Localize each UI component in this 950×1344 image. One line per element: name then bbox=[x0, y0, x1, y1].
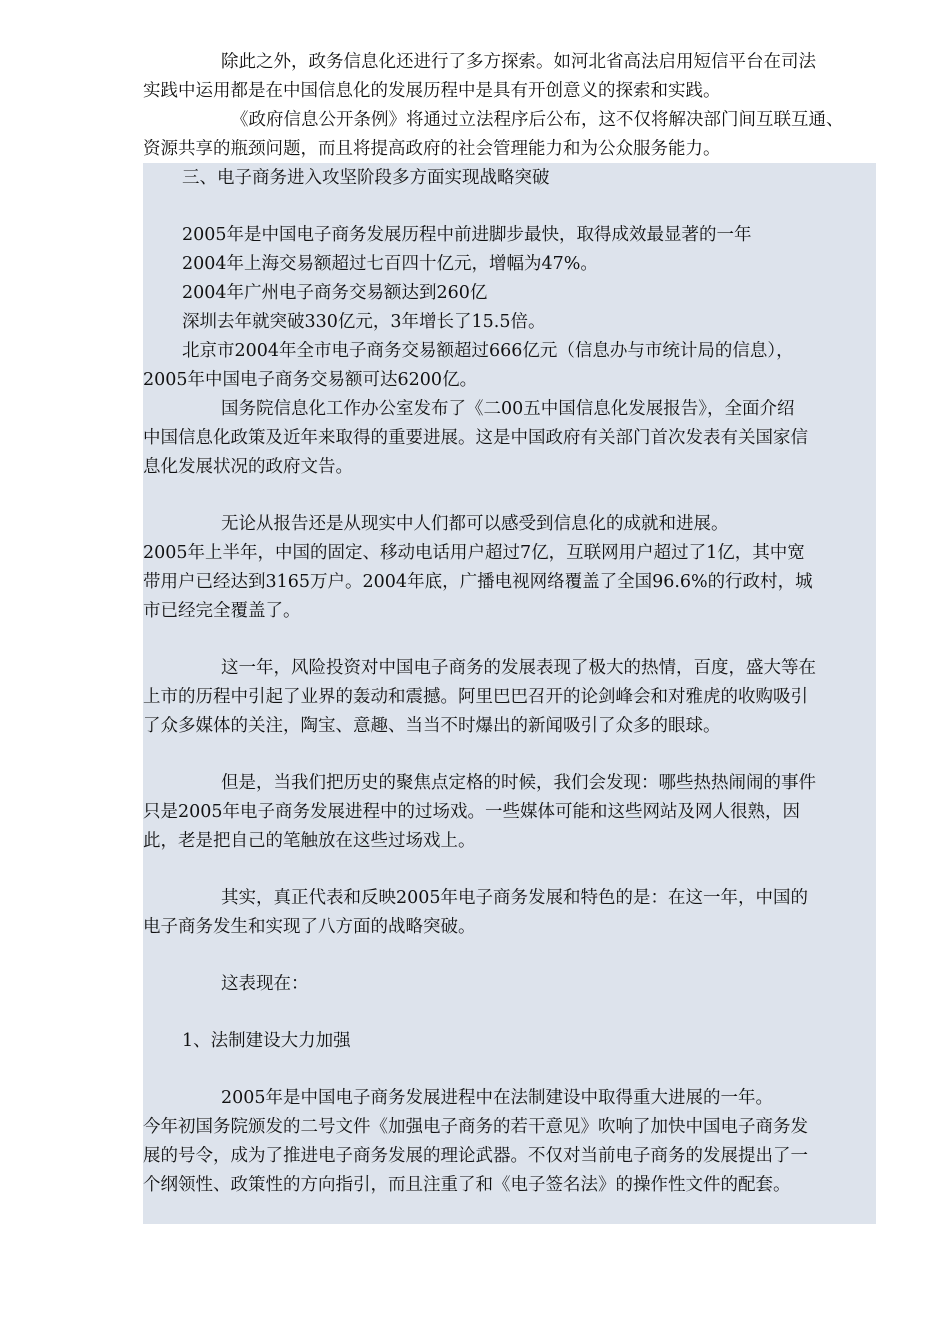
paragraph-line: 个纲领性、政策性的方向指引，而且注重了和《电子签名法》的操作性文件的配套。 bbox=[143, 1175, 791, 1195]
paragraph-line: 2005年上半年，中国的固定、移动电话用户超过7亿，互联网用户超过了1亿，其中宽 bbox=[143, 543, 805, 563]
paragraph-line: 北京市2004年全市电子商务交易额超过666亿元（信息办与市统计局的信息）， bbox=[182, 341, 794, 361]
paragraph-line: 2005年中国电子商务交易额可达6200亿。 bbox=[143, 370, 478, 390]
paragraph-line: 上市的历程中引起了业界的轰动和震撼。阿里巴巴召开的论剑峰会和对雅虎的收购吸引 bbox=[143, 687, 808, 707]
paragraph-line: 市已经完全覆盖了。 bbox=[143, 601, 301, 621]
paragraph-line: 此，老是把自己的笔触放在这些过场戏上。 bbox=[143, 831, 476, 851]
paragraph-line: 《政府信息公开条例》将通过立法程序后公布，这不仅将解决部门间互联互通、 bbox=[231, 110, 844, 130]
paragraph-line: 今年初国务院颁发的二号文件《加强电子商务的若干意见》吹响了加快中国电子商务发 bbox=[143, 1117, 808, 1137]
paragraph-line: 展的号令，成为了推进电子商务发展的理论武器。不仅对当前电子商务的发展提出了一 bbox=[143, 1146, 808, 1166]
paragraph-line: 中国信息化政策及近年来取得的重要进展。这是中国政府有关部门首次发表有关国家信 bbox=[143, 428, 808, 448]
paragraph-line: 无论从报告还是从现实中人们都可以感受到信息化的成就和进展。 bbox=[221, 514, 729, 534]
paragraph-line: 资源共享的瓶颈问题，而且将提高政府的社会管理能力和为公众服务能力。 bbox=[143, 139, 721, 159]
paragraph-line: 电子商务发生和实现了八方面的战略突破。 bbox=[143, 917, 476, 937]
paragraph-line: 国务院信息化工作办公室发布了《二00五中国信息化发展报告》，全面介绍 bbox=[221, 399, 795, 419]
paragraph-line: 深圳去年就突破330亿元，3年增长了15.5倍。 bbox=[182, 312, 546, 332]
paragraph-line: 这表现在： bbox=[221, 974, 309, 994]
paragraph-line: 了众多媒体的关注，陶宝、意趣、当当不时爆出的新闻吸引了众多的眼球。 bbox=[143, 716, 721, 736]
paragraph-line: 2005年是中国电子商务发展进程中在法制建设中取得重大进展的一年。 bbox=[221, 1088, 774, 1108]
paragraph-line: 息化发展状况的政府文告。 bbox=[143, 457, 353, 477]
paragraph-line: 实践中运用都是在中国信息化的发展历程中是具有开创意义的探索和实践。 bbox=[143, 81, 721, 101]
subsection-heading: 1、法制建设大力加强 bbox=[182, 1031, 351, 1051]
paragraph-line: 2004年上海交易额超过七百四十亿元，增幅为47%。 bbox=[182, 254, 598, 274]
paragraph-line: 2005年是中国电子商务发展历程中前进脚步最快，取得成效最显著的一年 bbox=[182, 225, 752, 245]
paragraph-line: 只是2005年电子商务发展进程中的过场戏。一些媒体可能和这些网站及网人很熟，因 bbox=[143, 802, 801, 822]
paragraph-line: 这一年，风险投资对中国电子商务的发展表现了极大的热情，百度，盛大等在 bbox=[221, 658, 816, 678]
section-heading: 三、电子商务进入攻坚阶段多方面实现战略突破 bbox=[182, 168, 550, 188]
paragraph-line: 但是，当我们把历史的聚焦点定格的时候，我们会发现：哪些热热闹闹的事件 bbox=[221, 773, 816, 793]
paragraph-line: 其实，真正代表和反映2005年电子商务发展和特色的是：在这一年，中国的 bbox=[221, 888, 809, 908]
paragraph-line: 带用户已经达到3165万户。2004年底，广播电视网络覆盖了全国96.6%的行政村，城 bbox=[143, 572, 813, 592]
paragraph-line: 除此之外，政务信息化还进行了多方探索。如河北省高法启用短信平台在司法 bbox=[221, 52, 816, 72]
paragraph-line: 2004年广州电子商务交易额达到260亿 bbox=[182, 283, 488, 303]
